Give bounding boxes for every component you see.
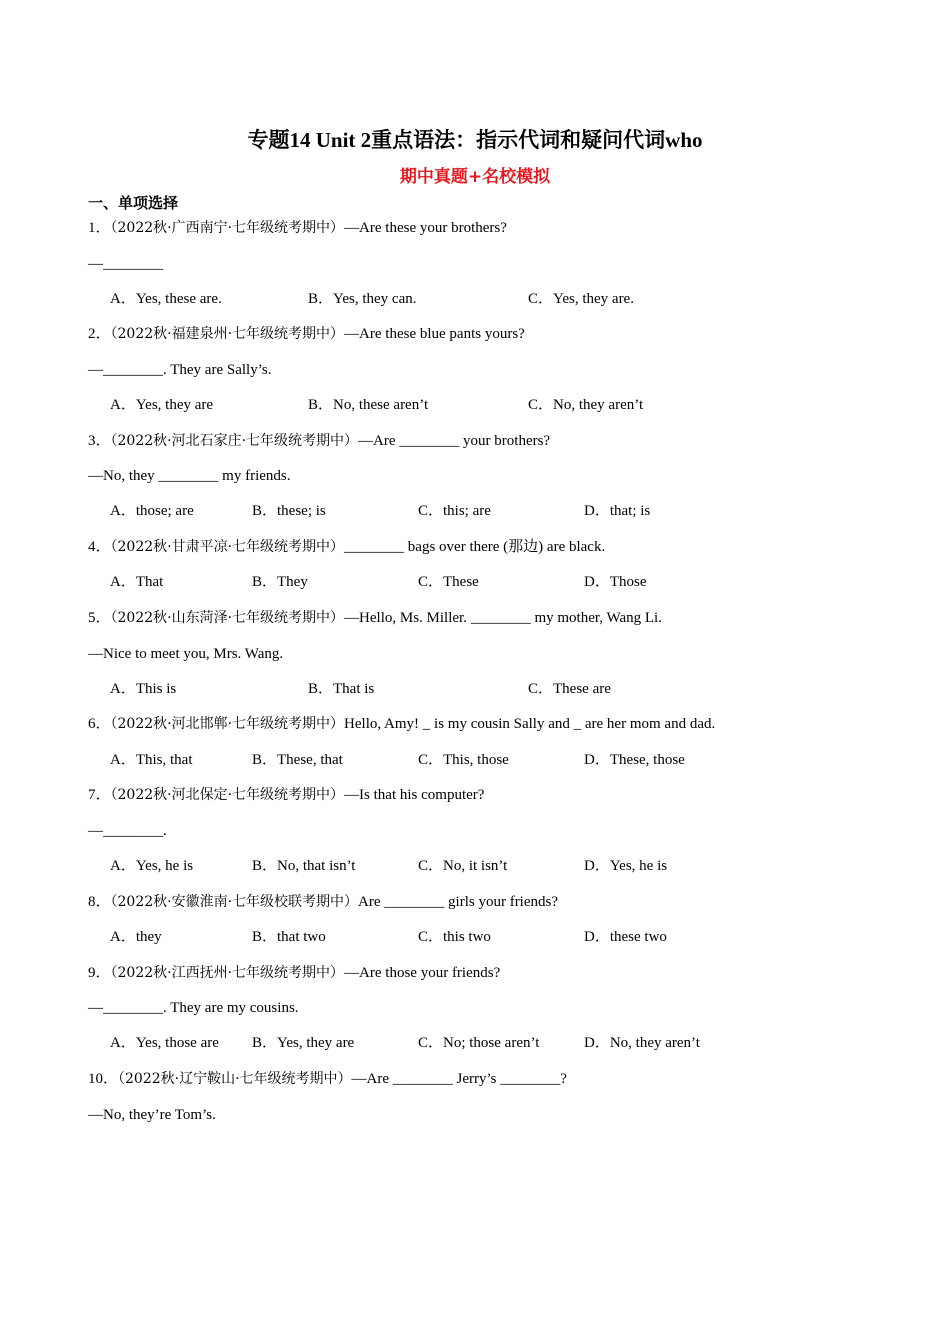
question-source: （2022秋·江西抚州·七年级统考期中）: [110, 965, 345, 981]
question-number: 8．: [88, 894, 111, 910]
question-stem: ________ bags over there (那边) are black.: [344, 539, 606, 555]
question-1-line2: —________: [88, 256, 163, 272]
question-2-option-c[interactable]: C．No, they aren’t: [528, 397, 644, 413]
question-4-option-c[interactable]: C．These: [418, 574, 479, 590]
question-3-option-d[interactable]: D．that; is: [584, 503, 651, 519]
question-stem: Hello, Amy! _ is my cousin Sally and _ are her mom and dad.: [344, 716, 716, 732]
question-5-option-c[interactable]: C．These are: [528, 681, 611, 697]
question-3-option-c[interactable]: C．this; are: [418, 503, 491, 519]
section-heading: 一、单项选择: [88, 194, 179, 212]
question-6-option-a[interactable]: A．This, that: [110, 752, 193, 768]
question-source: （2022秋·广西南宁·七年级统考期中）: [110, 220, 345, 236]
question-4: [88, 534, 605, 560]
question-8: [88, 889, 558, 915]
question-number: 4．: [88, 539, 111, 555]
question-6-option-d[interactable]: D．These, those: [584, 752, 685, 768]
question-5: [88, 605, 662, 631]
question-8-option-b[interactable]: B．that two: [252, 929, 326, 945]
question-7-option-d[interactable]: D．Yes, he is: [584, 858, 668, 874]
page-title: 专题14 Unit 2重点语法：指示代词和疑问代词who: [247, 128, 703, 152]
question-source: （2022秋·河北保定·七年级统考期中）: [110, 787, 345, 803]
question-number: 6．: [88, 716, 111, 732]
question-number: 3．: [88, 433, 111, 449]
question-3-line2: —No, they ________ my friends.: [88, 468, 291, 484]
question-source: （2022秋·甘肃平凉·七年级统考期中）: [110, 539, 345, 555]
question-9-option-a[interactable]: A．Yes, those are: [110, 1035, 219, 1051]
question-number: 2．: [88, 326, 111, 342]
question-3-option-a[interactable]: A．those; are: [110, 503, 194, 519]
question-number: 5．: [88, 610, 111, 626]
question-9-line2: —________. They are my cousins.: [88, 1000, 299, 1016]
question-7-option-b[interactable]: B．No, that isn’t: [252, 858, 356, 874]
question-5-line2: —Nice to meet you, Mrs. Wang.: [88, 646, 284, 662]
question-9-option-b[interactable]: B．Yes, they are: [252, 1035, 355, 1051]
question-1-option-a[interactable]: A．Yes, these are.: [110, 291, 222, 307]
question-8-option-a[interactable]: A．they: [110, 929, 162, 945]
question-4-option-a[interactable]: A．That: [110, 574, 164, 590]
question-number: 9．: [88, 965, 111, 981]
question-7-option-a[interactable]: A．Yes, he is: [110, 858, 194, 874]
question-stem: —Hello, Ms. Miller. ________ my mother, Wang Li.: [344, 610, 662, 626]
question-6-option-c[interactable]: C．This, those: [418, 752, 509, 768]
page-subtitle: 期中真题+名校模拟: [399, 167, 551, 187]
question-10-line2: —No, they’re Tom’s.: [88, 1107, 216, 1123]
question-stem: Are ________ girls your friends?: [358, 894, 559, 910]
question-source: （2022秋·河北石家庄·七年级统考期中）: [110, 433, 359, 449]
question-7-option-c[interactable]: C．No, it isn’t: [418, 858, 508, 874]
question-6: [88, 711, 715, 737]
question-9-option-c[interactable]: C．No; those aren’t: [418, 1035, 540, 1051]
question-number: 7．: [88, 787, 111, 803]
question-1: [88, 215, 507, 241]
question-8-option-d[interactable]: D．these two: [584, 929, 667, 945]
question-stem: —Are those your friends?: [344, 965, 501, 981]
question-stem: —Are ________ your brothers?: [358, 433, 551, 449]
question-number: 1．: [88, 220, 111, 236]
question-2-line2: —________. They are Sally’s.: [88, 362, 272, 378]
question-source: （2022秋·福建泉州·七年级统考期中）: [110, 326, 345, 342]
question-stem: —Are ________ Jerry’s ________?: [351, 1071, 567, 1087]
question-stem: —Are these blue pants yours?: [344, 326, 525, 342]
question-9-option-d[interactable]: D．No, they aren’t: [584, 1035, 700, 1051]
question-3: [88, 428, 550, 454]
question-7-line2: —________.: [88, 823, 167, 839]
question-stem: —Are these your brothers?: [344, 220, 507, 236]
question-3-option-b[interactable]: B．these; is: [252, 503, 326, 519]
question-stem: —Is that his computer?: [344, 787, 485, 803]
question-10: [88, 1066, 567, 1092]
question-8-option-c[interactable]: C．this two: [418, 929, 491, 945]
question-6-option-b[interactable]: B．These, that: [252, 752, 343, 768]
question-number: 10．: [88, 1071, 119, 1087]
question-2-option-a[interactable]: A．Yes, they are: [110, 397, 214, 413]
question-source: （2022秋·河北邯郸·七年级统考期中）: [110, 716, 345, 732]
question-source: （2022秋·山东菏泽·七年级统考期中）: [110, 610, 345, 626]
question-2: [88, 321, 525, 347]
question-1-option-c[interactable]: C．Yes, they are.: [528, 291, 634, 307]
question-2-option-b[interactable]: B．No, these aren’t: [308, 397, 429, 413]
question-source: （2022秋·安徽淮南·七年级校联考期中）: [110, 894, 359, 910]
question-4-option-d[interactable]: D．Those: [584, 574, 647, 590]
question-7: [88, 782, 484, 808]
question-5-option-a[interactable]: A．This is: [110, 681, 177, 697]
question-9: [88, 960, 500, 986]
question-1-option-b[interactable]: B．Yes, they can.: [308, 291, 417, 307]
question-5-option-b[interactable]: B．That is: [308, 681, 375, 697]
question-4-option-b[interactable]: B．They: [252, 574, 308, 590]
question-source: （2022秋·辽宁鞍山·七年级统考期中）: [118, 1071, 352, 1087]
